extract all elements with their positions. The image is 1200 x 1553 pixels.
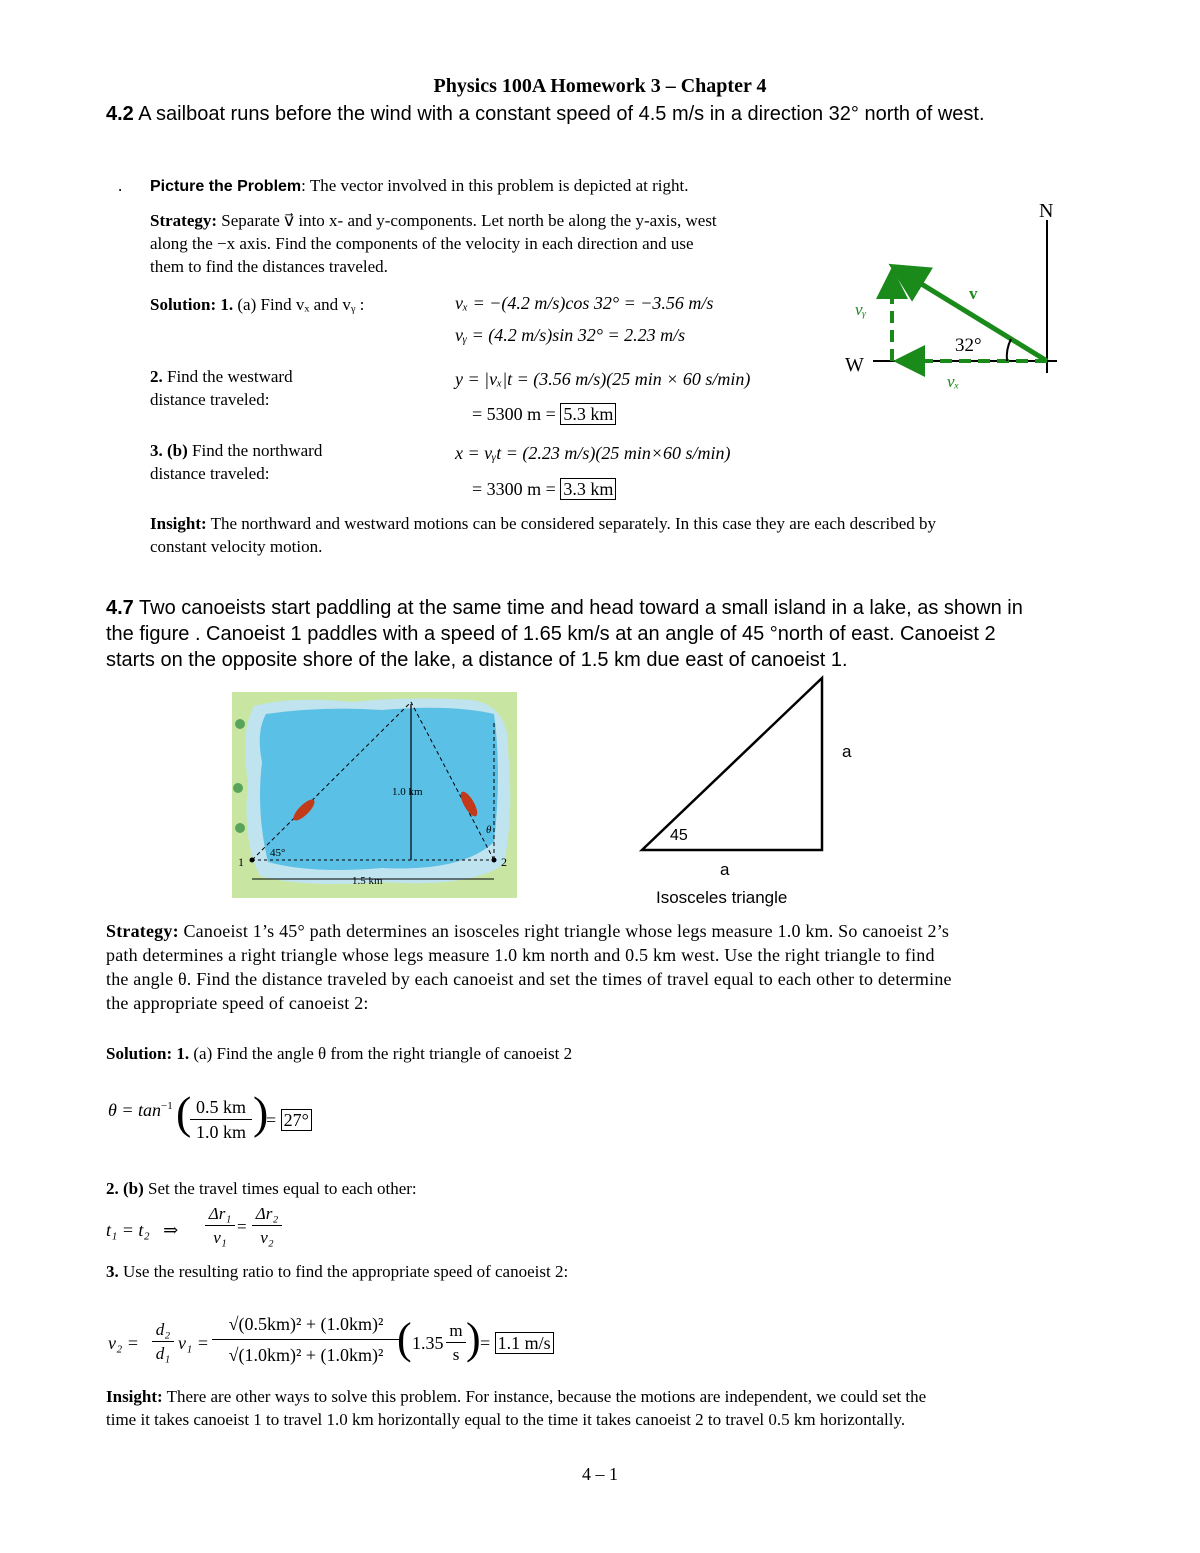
distance-denominator: √(1.0km)² + (1.0km)² <box>228 1345 384 1365</box>
v-label: v⃗ <box>969 284 991 303</box>
fraction-1-den: v₁ <box>213 1228 227 1247</box>
strategy-4-7 <box>106 919 1106 1015</box>
equation-x-result-text: = 3300 m = <box>472 479 556 499</box>
problem-number: 4.2 <box>106 103 134 125</box>
theta-numerator: 0.5 km <box>190 1095 252 1120</box>
step-2-label: 2. <box>150 367 163 386</box>
point-1-label: 1 <box>238 855 244 869</box>
problem-4-2-statement <box>106 101 985 127</box>
step-2-label: 2. (b) <box>106 1179 144 1198</box>
strategy-line-2: along the −x axis. Find the components of the velocity in each direction and use <box>150 234 694 253</box>
problem-line-1: Two canoeists start paddling at the same time and head toward a small island in a lake, as shown in <box>133 597 1023 619</box>
strategy-line-2: path determines a right triangle whose legs measure 1.0 km north and 0.5 km west. Use the right triangle to find <box>106 945 935 965</box>
unit-m: m <box>446 1319 466 1343</box>
strategy-line-1: Separate v⃗ into x- and y-components. Let north be along the y-axis, west <box>217 211 717 230</box>
solution-4-7-step-1 <box>106 1042 572 1065</box>
unit-s: s <box>452 1345 460 1364</box>
equation-y-result <box>472 402 616 426</box>
side-a-bottom: a <box>720 860 730 879</box>
theta-exponent: −1 <box>161 1100 173 1112</box>
strategy-line-3: them to find the distances traveled. <box>150 257 388 276</box>
strategy-line-1: Canoeist 1’s 45° path determines an isosceles right triangle whose legs measure 1.0 km. So canoeist 2’s <box>178 921 950 941</box>
problem-line-3: starts on the opposite shore of the lake, a distance of 1.5 km due east of canoeist 1. <box>106 649 848 671</box>
step-3-text-2: distance traveled: <box>150 464 270 483</box>
equation-x: x = vᵧt = (2.23 m/s)(25 min×60 s/min) <box>455 443 731 463</box>
height-label: 1.0 km <box>392 786 423 798</box>
vy-label: vᵧ <box>855 300 867 319</box>
solution-step-1 <box>150 293 364 316</box>
theta-label: θ <box>486 824 492 836</box>
tree <box>235 719 245 729</box>
equation-times: t₁ = t₂ ⇒ <box>106 1220 179 1240</box>
equation-y: y = |vₓ|t = (3.56 m/s)(25 min × 60 s/min) <box>455 369 751 389</box>
insight-line-2: time it takes canoeist 1 to travel 1.0 km horizontally equal to the time it takes canoeist 2 to travel 0.5 km horizontally. <box>106 1410 906 1429</box>
paren-right: ) <box>253 1087 269 1138</box>
solution-step-3 <box>150 439 322 485</box>
isosceles-triangle-figure <box>630 670 870 910</box>
angle-label: 32° <box>955 335 982 356</box>
equation-y-result-text: = 5300 m = <box>472 404 556 424</box>
west-label: W <box>845 354 864 376</box>
solution-label: Solution: 1. <box>150 295 234 314</box>
answer-northward: 3.3 km <box>560 478 616 500</box>
step-2-text-2: distance traveled: <box>150 390 270 409</box>
fraction-2-num: Δr₂ <box>252 1202 282 1226</box>
equation-vx: vₓ = −(4.2 m/s)cos 32° = −3.56 m/s <box>455 293 714 313</box>
tree <box>233 783 243 793</box>
picture-the-problem <box>150 174 688 198</box>
answer-westward: 5.3 km <box>560 403 616 425</box>
tree <box>235 823 245 833</box>
strategy-label: Strategy: <box>106 921 179 941</box>
equation-vy: vᵧ = (4.2 m/s)sin 32° = 2.23 m/s <box>455 325 686 345</box>
page-title: Physics 100A Homework 3 – Chapter 4 <box>433 75 767 97</box>
answer-theta: 27° <box>281 1109 312 1131</box>
width-label: 1.5 km <box>352 875 383 887</box>
north-label: N <box>1039 200 1054 222</box>
solution-step-1-text: (a) Find the angle θ from the right triangle of canoeist 2 <box>189 1044 573 1063</box>
step-2-text-1: Find the westward <box>167 367 293 386</box>
problem-text: A sailboat runs before the wind with a constant speed of 4.5 m/s in a direction 32° north of west. <box>138 103 985 125</box>
insight-line-2: constant velocity motion. <box>150 537 323 556</box>
v1-speed: 1.35 <box>412 1333 444 1353</box>
distance-ratio <box>212 1312 400 1367</box>
insight-4-7 <box>106 1385 1106 1431</box>
distance-numerator: √(0.5km)² + (1.0km)² <box>212 1312 400 1340</box>
v1-term: v₁ = <box>178 1333 209 1353</box>
insight-4-2 <box>150 512 936 558</box>
step-3-text-1: Find the northward <box>187 441 323 460</box>
fraction-1 <box>205 1202 235 1249</box>
equation-theta <box>108 1094 173 1122</box>
theta-denominator: 1.0 km <box>195 1122 246 1142</box>
paren-left: ( <box>176 1087 192 1138</box>
fraction-1-num: Δr₁ <box>205 1202 235 1226</box>
equation-x-result <box>472 477 616 501</box>
solution-4-7-step-2 <box>106 1177 417 1200</box>
triangle-caption: Isosceles triangle <box>656 888 788 907</box>
strategy-line-3: the angle θ. Find the distance traveled by each canoeist and set the times of travel equal to each other to determine <box>106 969 952 989</box>
insight-line-1: The northward and westward motions can be considered separately. In this case they are each described by <box>206 514 936 533</box>
step-3-label: 3. <box>106 1262 119 1281</box>
side-a-right: a <box>842 742 852 761</box>
v2-lhs: v₂ = <box>108 1333 139 1353</box>
insight-label: Insight: <box>106 1387 163 1406</box>
velocity-vector-figure <box>835 195 1075 405</box>
speed-unit <box>446 1319 466 1366</box>
lake-figure <box>232 692 517 898</box>
d1: d₁ <box>155 1344 171 1363</box>
page-number: 4 – 1 <box>582 1464 618 1484</box>
point-2 <box>492 858 497 863</box>
problem-4-7-statement <box>106 595 1106 673</box>
fraction-2 <box>252 1202 282 1249</box>
insight-line-1: There are other ways to solve this problem. For instance, because the motions are independent, we could set the <box>162 1387 927 1406</box>
insight-label: Insight: <box>150 514 207 533</box>
d2: d₂ <box>152 1318 174 1342</box>
picture-label: Picture the Problem <box>150 178 302 195</box>
picture-text: : The vector involved in this problem is depicted at right. <box>301 176 689 195</box>
step-3-label: 3. (b) <box>150 441 188 460</box>
paren-left-2: ( <box>397 1314 412 1363</box>
problem-line-2: the figure . Canoeist 1 paddles with a speed of 1.65 km/s at an angle of 45 °north of east. Canoeist 2 <box>106 623 996 645</box>
theta-equals: = <box>266 1110 277 1130</box>
lake <box>260 708 498 870</box>
solution-4-7-step-3 <box>106 1260 568 1283</box>
triangle <box>642 678 822 850</box>
solution-label: Solution: 1. <box>106 1044 190 1063</box>
d-ratio <box>152 1318 174 1365</box>
solution-step-1-text: (a) Find vₓ and vᵧ : <box>233 295 365 314</box>
fraction-2-den: v₂ <box>260 1228 274 1247</box>
step-2-text: Set the travel times equal to each other: <box>143 1179 417 1198</box>
strategy-block <box>150 209 830 278</box>
theta-result <box>266 1108 312 1132</box>
step-3-text: Use the resulting ratio to find the appropriate speed of canoeist 2: <box>118 1262 569 1281</box>
solution-step-2 <box>150 365 293 411</box>
answer-v2: 1.1 m/s <box>495 1332 554 1354</box>
angle-arc <box>1007 339 1011 361</box>
theta-fraction <box>190 1095 252 1144</box>
problem-number: 4.7 <box>106 597 134 619</box>
vx-label: vₓ <box>947 372 960 391</box>
v2-equals: = <box>480 1333 491 1353</box>
strategy-label: Strategy: <box>150 211 218 230</box>
point-2-label: 2 <box>501 855 507 869</box>
point-1 <box>250 858 255 863</box>
strategy-line-4: the appropriate speed of canoeist 2: <box>106 993 369 1013</box>
v2-result <box>480 1331 554 1355</box>
theta-lhs: θ = tan <box>108 1100 161 1120</box>
angle-45-label: 45° <box>270 847 286 859</box>
angle-45: 45 <box>670 827 688 844</box>
fraction-equals: = <box>237 1217 247 1236</box>
paren-right-2: ) <box>466 1314 481 1363</box>
bullet-dot: . <box>118 176 123 195</box>
